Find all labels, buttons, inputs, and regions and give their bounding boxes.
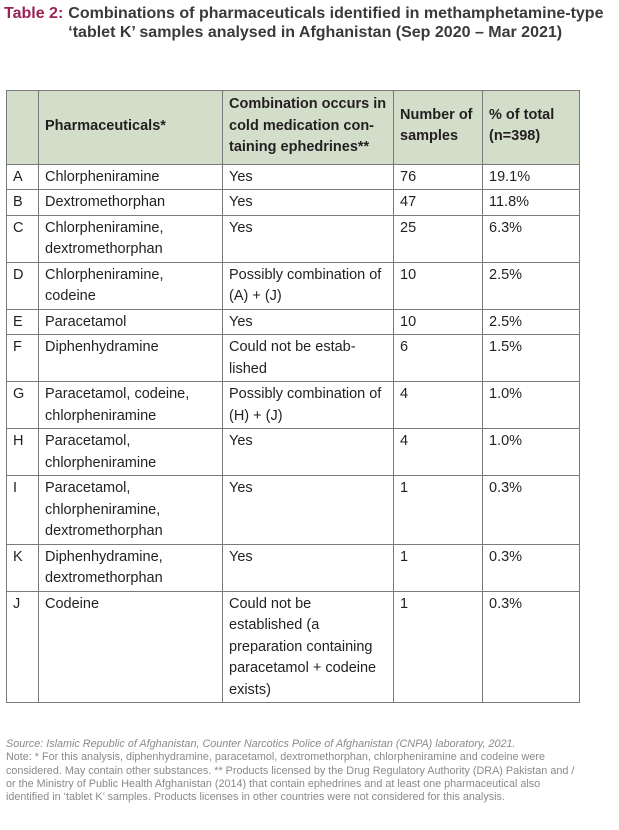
row-id: J <box>7 591 39 703</box>
table-row <box>7 476 580 545</box>
table-row <box>7 190 580 216</box>
row-percent-of-total: 19.1% <box>483 164 580 190</box>
row-id: D <box>7 262 39 309</box>
row-percent-of-total: 2.5% <box>483 262 580 309</box>
row-id: I <box>7 476 39 545</box>
table-header-row <box>7 91 580 165</box>
row-number-of-samples: 1 <box>394 476 483 545</box>
row-id: B <box>7 190 39 216</box>
row-pharmaceuticals: Chlorpheniramine <box>39 164 223 190</box>
row-number-of-samples: 10 <box>394 262 483 309</box>
header-id <box>7 91 39 165</box>
table-row <box>7 215 580 262</box>
row-pharmaceuticals: Paracetamol, chlorpheniramine <box>39 429 223 476</box>
table-row <box>7 591 580 703</box>
row-pharmaceuticals: Paracetamol, codeine, chlorpheniramine <box>39 382 223 429</box>
pharmaceuticals-table <box>6 90 580 703</box>
row-number-of-samples: 4 <box>394 429 483 476</box>
table-row <box>7 309 580 335</box>
table-number-label: Table 2: <box>4 5 64 22</box>
row-percent-of-total: 0.3% <box>483 591 580 703</box>
row-percent-of-total: 1.0% <box>483 382 580 429</box>
row-percent-of-total: 6.3% <box>483 215 580 262</box>
row-pharmaceuticals: Paracetamol <box>39 309 223 335</box>
row-number-of-samples: 6 <box>394 335 483 382</box>
row-pharmaceuticals: Chlorpheniramine, codeine <box>39 262 223 309</box>
row-combination: Yes <box>223 164 394 190</box>
row-combination: Could not be estab-lished <box>223 335 394 382</box>
row-percent-of-total: 0.3% <box>483 544 580 591</box>
row-pharmaceuticals: Paracetamol, chlorpheniramine, dextromethorphan <box>39 476 223 545</box>
row-number-of-samples: 25 <box>394 215 483 262</box>
table-row <box>7 544 580 591</box>
row-combination: Yes <box>223 215 394 262</box>
row-pharmaceuticals: Codeine <box>39 591 223 703</box>
row-combination: Yes <box>223 309 394 335</box>
row-combination: Possibly combination of (A) + (J) <box>223 262 394 309</box>
header-number-of-samples: Number of samples <box>394 91 483 165</box>
row-id: A <box>7 164 39 190</box>
row-percent-of-total: 2.5% <box>483 309 580 335</box>
row-id: G <box>7 382 39 429</box>
row-number-of-samples: 10 <box>394 309 483 335</box>
header-pharmaceuticals: Pharmaceuticals* <box>39 91 223 165</box>
row-id: H <box>7 429 39 476</box>
row-number-of-samples: 1 <box>394 544 483 591</box>
row-combination: Yes <box>223 429 394 476</box>
row-percent-of-total: 1.0% <box>483 429 580 476</box>
row-pharmaceuticals: Chlorpheniramine, dextromethorphan <box>39 215 223 262</box>
table-row <box>7 262 580 309</box>
row-pharmaceuticals: Diphenhydramine <box>39 335 223 382</box>
source-note <box>6 738 584 804</box>
row-combination: Could not be established (a preparation containing paracetamol + codeine exists) <box>223 591 394 703</box>
row-id: E <box>7 309 39 335</box>
source-footnote: Note: * For this analysis, diphenhydramine, paracetamol, dextromethorphan, chlorpheniramine and codeine were considered. May contain other substances. ** Products licensed by the Drug Regulatory Authority (DRA) Pakistan and / or the Ministry of Public Health Afghanistan (2014) that contain ephedrines and at least one pharmaceutical also identified in ‘tablet K’ samples. Products licenses in other countries were not considered for this analysis. <box>6 751 575 804</box>
row-combination: Yes <box>223 190 394 216</box>
table-row <box>7 335 580 382</box>
row-id: K <box>7 544 39 591</box>
row-pharmaceuticals: Diphenhydramine, dextromethorphan <box>39 544 223 591</box>
source-citation: Source: Islamic Republic of Afghanistan, Counter Narcotics Police of Afghanistan (CNPA) laboratory, 2021. <box>6 738 516 750</box>
row-number-of-samples: 4 <box>394 382 483 429</box>
row-combination: Possibly combination of (H) + (J) <box>223 382 394 429</box>
row-combination: Yes <box>223 476 394 545</box>
row-number-of-samples: 76 <box>394 164 483 190</box>
row-combination: Yes <box>223 544 394 591</box>
table-title <box>4 4 604 42</box>
table-body <box>7 164 580 703</box>
table-row <box>7 429 580 476</box>
table-title-text: Combinations of pharmaceuticals identified in methamphetamine-type ‘tablet K’ samples analysed in Afghanistan (Sep 2020 – Mar 2021) <box>68 5 604 41</box>
header-percent-of-total: % of total (n=398) <box>483 91 580 165</box>
row-percent-of-total: 0.3% <box>483 476 580 545</box>
row-pharmaceuticals: Dextromethorphan <box>39 190 223 216</box>
header-combination: Combination occurs in cold medication con-taining ephedrines** <box>223 91 394 165</box>
row-number-of-samples: 1 <box>394 591 483 703</box>
row-number-of-samples: 47 <box>394 190 483 216</box>
table-row <box>7 164 580 190</box>
row-id: F <box>7 335 39 382</box>
row-percent-of-total: 1.5% <box>483 335 580 382</box>
row-percent-of-total: 11.8% <box>483 190 580 216</box>
table-row <box>7 382 580 429</box>
row-id: C <box>7 215 39 262</box>
